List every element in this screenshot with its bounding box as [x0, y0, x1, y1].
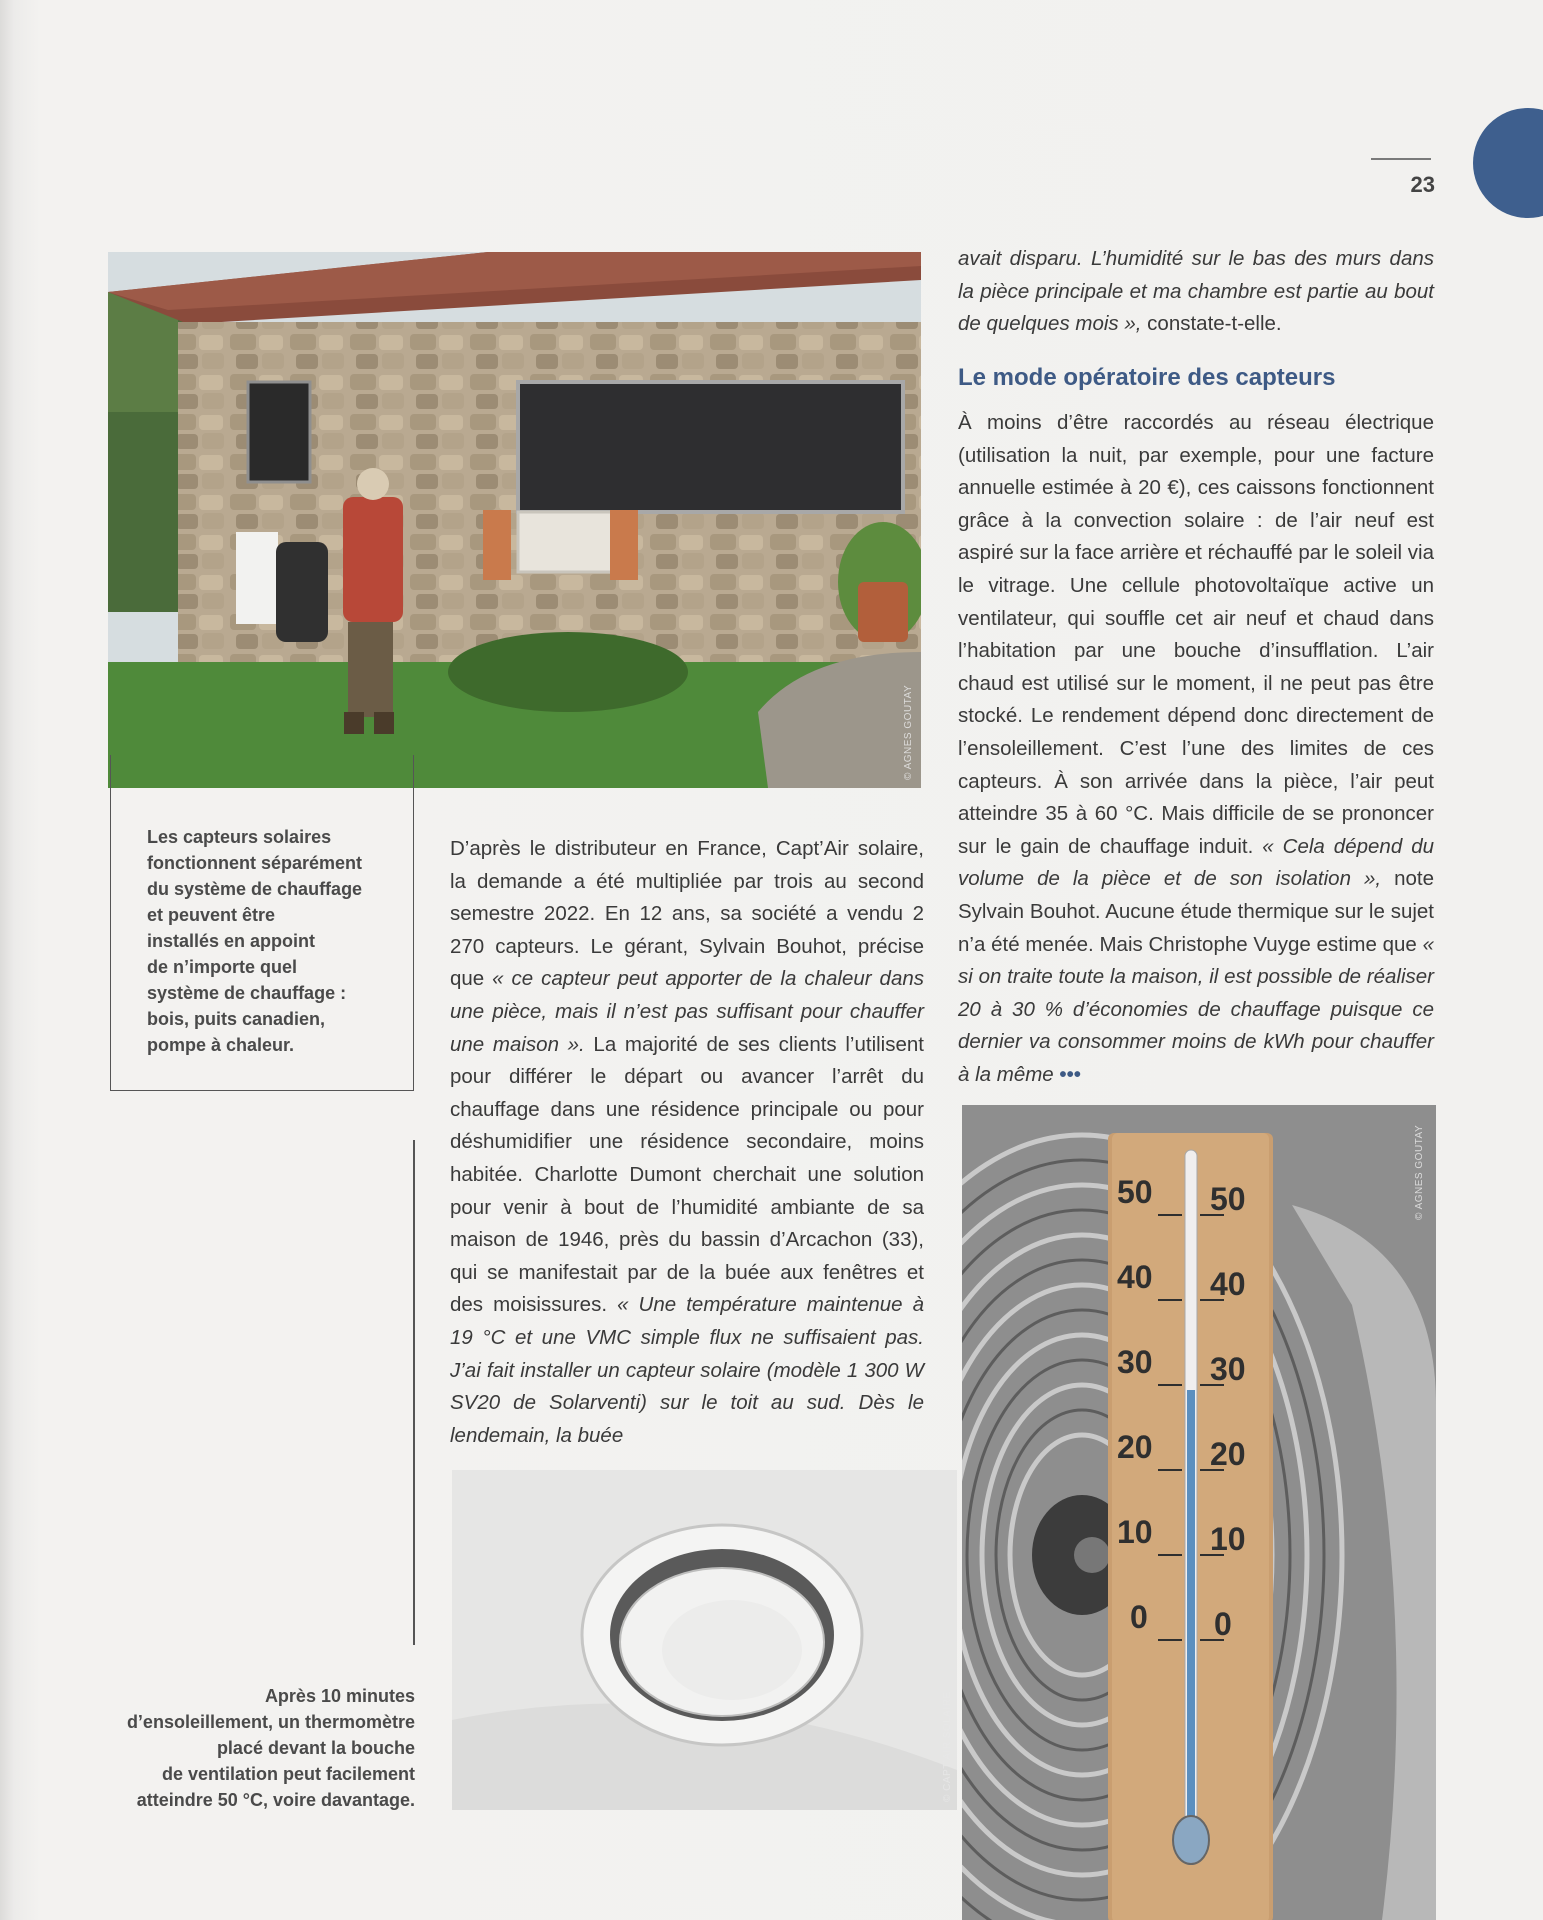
caption-line: de n’importe quel — [147, 957, 298, 977]
scale-left-5: 0 — [1130, 1599, 1148, 1635]
scale-right-1: 40 — [1210, 1266, 1246, 1302]
article-column-right-body — [958, 407, 1434, 1091]
page-number-rule — [1371, 158, 1431, 160]
caption-line: bois, puits canadien, — [147, 1009, 326, 1029]
scale-right-0: 50 — [1210, 1181, 1246, 1217]
quote-text: « Une température maintenue à 19 °C et une VMC simple flux ne suffisaient pas. J’ai fait installer un capteur solaire (modèle 1 300 W SV20 de Solarventi) sur le toit au sud. Dès le lendemain, la buée — [450, 1293, 925, 1447]
continued-marker: ••• — [1059, 1062, 1081, 1086]
quote-text: avait disparu. L’humidité sur le bas des murs dans la pièce principale et ma chambre est partie au bout de quelques mois », — [958, 247, 1434, 336]
caption-line: atteindre 50 °C, voire davantage. — [136, 1790, 415, 1810]
body-text: note Sylvain Bouhot. Aucune étude thermique sur le sujet n’a été menée. Mais Christophe Vuyge estime que — [958, 867, 1434, 956]
thermometer-photo-credit: © AGNES GOUTAY — [1414, 1124, 1425, 1220]
body-text: constate-t-elle. — [1141, 312, 1282, 336]
scale-left-0: 50 — [1117, 1174, 1153, 1210]
caption-line: installés en appoint — [147, 931, 316, 951]
scale-right-2: 30 — [1210, 1351, 1246, 1387]
body-text: À moins d’être raccordés au réseau électrique (utilisation la nuit, par exemple, pour une facture annuelle estimée à 20 €), ces caissons fonctionnent grâce à la convection solaire : de l’air neuf est aspiré sur la face arrière et réchauffé par le soleil via le vitrage. Une cellule photovoltaïque active un ventilateur, qui souffle cet air neuf et chaud dans l’habitation par une bouche d’insufflation. L’air chaud est utilisé sur le moment, il ne peut pas être stocké. Le rendement dépend donc directement de l’ensoleillement. C’est l’une des limites de ces capteurs. À son arrivée dans la pièce, l’air peut atteindre 35 à 60 °C. Mais difficile de se prononcer sur le gain de chauffage induit. — [958, 411, 1434, 858]
house-solar-panel-photo — [108, 252, 921, 788]
caption-line: placé devant la bouche — [216, 1738, 415, 1758]
body-text: La majorité de ses clients l’utilisent pour différer le départ ou avancer l’arrêt du chauffage dans une résidence principale ou pour déshumidifier une résidence secondaire, moins habitée. Charlotte Dumont cherchait une solution pour venir à bout de l’humidité ambiante de sa maison de 1946, près du bassin d’Arcachon (33), qui se manifestait par de la buée aux fenêtres et des moisissures. — [450, 1032, 924, 1317]
ventilation-outlet-photo — [452, 1470, 957, 1810]
caption-line: système de chauffage : — [147, 983, 347, 1003]
scale-right-5: 0 — [1214, 1606, 1232, 1642]
scale-right-4: 10 — [1210, 1521, 1246, 1557]
page-number: 23 — [1410, 172, 1435, 197]
quote-text: « ce capteur peut apporter de la chaleur dans une pièce, mais il n’est pas suffisant pour chauffer une maison ». — [450, 967, 924, 1056]
caption-line: d’ensoleillement, un thermomètre — [126, 1712, 415, 1732]
caption-line: Les capteurs solaires — [147, 827, 332, 847]
caption-line: du système de chauffage — [147, 879, 363, 899]
scale-left-2: 30 — [1117, 1344, 1153, 1380]
caption-line: de ventilation peut facilement — [161, 1764, 415, 1784]
house-caption — [147, 824, 407, 1058]
caption-line: Après 10 minutes — [264, 1686, 415, 1706]
article-column-middle — [450, 833, 924, 1452]
quote-text: « Cela dépend du volume de la pièce et de son isolation », — [958, 834, 1434, 891]
caption-line: pompe à chaleur. — [147, 1035, 295, 1055]
article-column-right — [958, 243, 1434, 341]
scale-left-3: 20 — [1117, 1429, 1153, 1465]
scale-left-4: 10 — [1117, 1514, 1153, 1550]
body-text: D’après le distributeur en France, Capt’Air solaire, la demande a été multipliée par trois au second semestre 2022. En 12 ans, sa société a vendu 2 270 capteurs. Le gérant, Sylvain Bouhot, précise que — [450, 837, 924, 991]
vent-photo-credit: © CAPT'AIR SOLAIRE — [942, 1691, 953, 1802]
scale-right-3: 20 — [1210, 1436, 1246, 1472]
caption-divider — [413, 1140, 415, 1645]
section-tab-marker — [1473, 108, 1543, 218]
scale-left-1: 40 — [1117, 1259, 1153, 1295]
house-photo-credit: © AGNES GOUTAY — [903, 684, 914, 780]
caption-line: fonctionnent séparément — [147, 853, 363, 873]
caption-line: et peuvent être — [147, 905, 276, 925]
thermometer-duct-photo — [962, 1105, 1436, 1920]
section-heading: Le mode opératoire des capteurs — [958, 364, 1336, 391]
quote-text: « si on traite toute la maison, il est possible de réaliser 20 à 30 % d’économies de chauffage puisque ce dernier va consommer moins de kWh pour chauffer à la même — [958, 932, 1434, 1086]
thermometer-caption — [100, 1683, 415, 1813]
